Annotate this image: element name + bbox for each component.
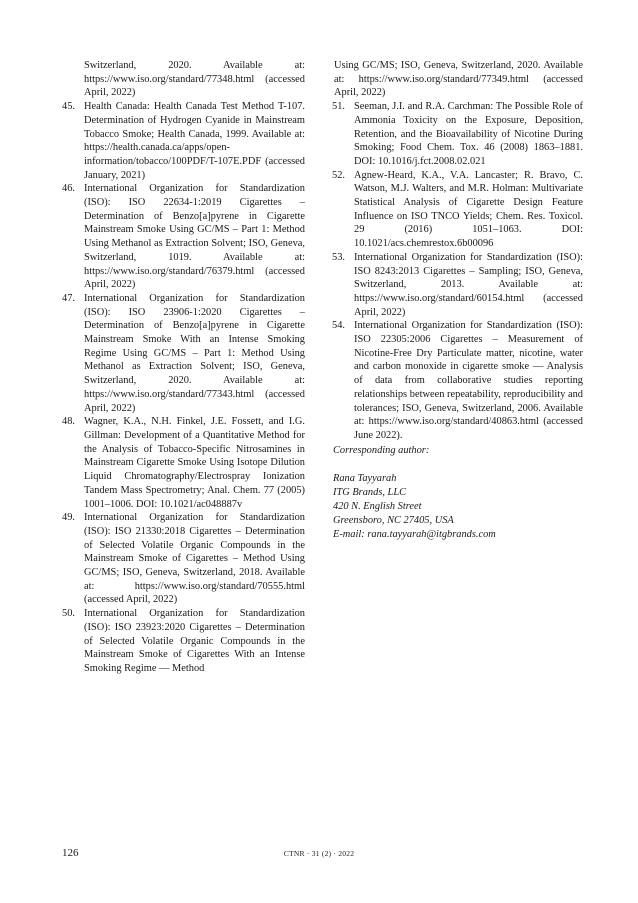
reference-52: [332, 169, 583, 251]
reference-number: 53.: [332, 251, 345, 263]
reference-continuation: Using GC/MS; ISO, Geneva, Switzerland, 2020. Available at: https://www.iso.org/standard/77349.html (accessed April, 2022): [334, 60, 583, 99]
reference-49: [62, 511, 305, 607]
reference-47: [62, 292, 305, 415]
reference-number: 50.: [62, 608, 75, 620]
author-email: E-mail: rana.tayyarah@itgbrands.com: [333, 529, 496, 540]
reference-continuation: Switzerland, 2020. Available at: https://www.iso.org/standard/77348.html (accessed April, 2022): [84, 60, 305, 99]
author-name: Rana Tayyarah: [333, 473, 397, 484]
corresponding-author-block: [333, 444, 496, 542]
reference-number: 48.: [62, 416, 75, 428]
reference-text: International Organization for Standardization (ISO): ISO 8243:2013 Cigarettes – Sampling; ISO, Geneva, Switzerland, 2013. Available at: https://www.iso.org/standard/60154.html (accessed April, 2022): [354, 251, 583, 318]
reference-48: [62, 415, 305, 511]
reference-number: 54.: [332, 320, 345, 332]
reference-text: International Organization for Standardization (ISO): ISO 23923:2020 Cigarettes – Determination of Selected Volatile Organic Compounds in the Mainstream Smoke of Cigarettes With an Intense Smoking Regime — Method: [84, 608, 305, 674]
reference-text: Agnew-Heard, K.A., V.A. Lancaster; R. Bravo, C. Watson, M.J. Walters, and M.R. Holman: Multivariate Statistical Analysis of Cigarette Design Feature Influence on ISO TNCO Yields; Chem. Res. Toxicol. 29 (2016) 1051–1063. DOI: 10.1021/acs.chemrestox.6b00096: [354, 169, 583, 250]
reference-text: Health Canada: Health Canada Test Method T-107. Determination of Hydrogen Cyanide in Mainstream Tobacco Smoke; Health Canada, 1999. Available at: https://health.canada.ca/apps/open-information/tobacco/100PDF/T-107E.PDF (accessed January, 2021): [84, 101, 305, 181]
reference-number: 52.: [332, 169, 345, 181]
references-left-column: [62, 59, 305, 676]
author-street: 420 N. English Street: [333, 501, 422, 512]
author-city: Greensboro, NC 27405, USA: [333, 515, 454, 526]
reference-54: [332, 319, 583, 442]
reference-number: 46.: [62, 183, 75, 195]
author-heading: Corresponding author:: [333, 445, 430, 456]
reference-text: International Organization for Standardization (ISO): ISO 21330:2018 Cigarettes – Determination of Selected Volatile Organic Compounds in the Mainstream Smoke of Cigarettes – Method Using GC/MS; ISO, Geneva, Switzerland, 2018. Available at: https://www.iso.org/standard/70555.html (accessed April, 2022): [84, 512, 305, 606]
reference-46: [62, 182, 305, 292]
reference-text: International Organization for Standardization (ISO): ISO 23906-1:2020 Cigarettes – Determination of Benzo[a]pyrene in Cigarette Mainstream Smoke With an Intense Smoking Regime Using GC/MS – Part 1: Method Using Methanol as Extraction Solvent; ISO, Geneva, Switzerland, 2020. Available at: https://www.iso.org/standard/77343.html (accessed April, 2022): [84, 292, 305, 414]
author-organization: ITG Brands, LLC: [333, 487, 407, 498]
reference-text: International Organization for Standardization (ISO): ISO 22634-1:2019 Cigarettes – Determination of Benzo[a]pyrene in Cigarette Mainstream Smoke Using GC/MS – Part 1: Method Using Methanol as Extraction Solvent; ISO, Geneva, Switzerland, 1019. Available at: https://www.iso.org/standard/76379.html (accessed April, 2022): [84, 183, 305, 291]
reference-text: International Organization for Standardization (ISO): ISO 22305:2006 Cigarettes – Measurement of Nicotine-Free Dry Particulate matter, nicotine, water and carbon monoxide in cigarette smoke — Analysis of data from collaborative studies reporting relationships between repeatability, reproducibility and tolerances; ISO, Geneva, Switzerland, 2006. Available at: https://www.iso.org/standard/40863.html (accessed June 2022).: [354, 320, 583, 441]
journal-footer: CTNR · 31 (2) · 2022: [283, 849, 355, 858]
reference-45: [62, 100, 305, 182]
page-number: 126: [62, 847, 79, 859]
reference-51: [332, 100, 583, 169]
references-right-column: [332, 59, 583, 443]
reference-number: 47.: [62, 292, 75, 304]
reference-53: [332, 251, 583, 320]
reference-text: Seeman, J.I. and R.A. Carchman: The Possible Role of Ammonia Toxicity on the Exposure, Deposition, Retention, and the Bioavailability of Nicotine During Smoking; Food Chem. Tox. 46 (2008) 1863–1881. DOI: 10.1016/j.fct.2008.02.021: [354, 101, 583, 167]
reference-number: 49.: [62, 512, 75, 524]
reference-number: 51.: [332, 101, 345, 113]
reference-50: [62, 607, 305, 676]
reference-text: Wagner, K.A., N.H. Finkel, J.E. Fossett, and I.G. Gillman: Development of a Quantitative Method for the Analysis of Tobacco-Specific Nitrosamines in Mainstream Cigarette Smoke Using Isotope Dilution Liquid Chromatography/Electrospray Ionization Tandem Mass Spectrometry; Anal. Chem. 77 (2005) 1001–1006. DOI: 10.1021/ac048887v: [84, 416, 305, 510]
reference-number: 45.: [62, 101, 75, 113]
